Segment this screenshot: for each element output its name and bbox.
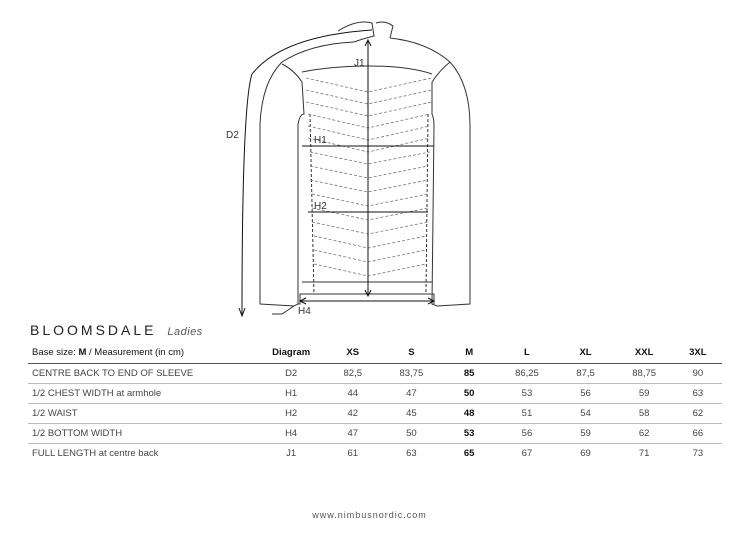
table-row xyxy=(28,384,722,404)
size-value: 58 xyxy=(638,408,650,419)
table-header-row xyxy=(28,341,722,364)
base-size-header: Base size: M / Measurement (in cm) xyxy=(32,346,185,358)
measurement-label: 1/2 WAIST xyxy=(32,408,78,419)
size-value: 50 xyxy=(463,388,475,399)
size-header: XS xyxy=(346,346,360,358)
d2-label: D2 xyxy=(226,130,239,141)
diagram-code: H2 xyxy=(285,408,298,419)
diagram-code: H1 xyxy=(285,388,298,399)
table-body xyxy=(28,364,722,464)
diagram-code: J1 xyxy=(286,448,297,459)
table-row xyxy=(28,364,722,384)
size-value: 42 xyxy=(347,408,359,419)
measurement-label: 1/2 CHEST WIDTH at armhole xyxy=(32,388,162,399)
size-value: 56 xyxy=(521,428,533,439)
size-value: 85 xyxy=(463,368,475,379)
diagram-code: D2 xyxy=(285,368,298,379)
size-value: 61 xyxy=(347,448,359,459)
j1-label: J1 xyxy=(354,58,365,69)
size-value: 62 xyxy=(638,428,650,439)
size-value: 82,5 xyxy=(343,368,363,379)
h1-label: H1 xyxy=(314,135,327,146)
d2-measure-line xyxy=(242,30,372,314)
size-value: 51 xyxy=(521,408,533,419)
table-row xyxy=(28,424,722,444)
size-value: 59 xyxy=(638,388,650,399)
measurement-label: FULL LENGTH at centre back xyxy=(32,448,159,459)
size-header: M xyxy=(465,346,474,358)
size-header: 3XL xyxy=(689,346,707,358)
size-value: 50 xyxy=(406,428,417,439)
diagram-code: H4 xyxy=(285,428,298,439)
measurement-label: 1/2 BOTTOM WIDTH xyxy=(32,428,123,439)
table-row xyxy=(28,444,722,464)
measurement-label: CENTRE BACK TO END OF SLEEVE xyxy=(32,368,194,379)
size-value: 90 xyxy=(692,368,704,379)
jacket-diagram xyxy=(222,14,522,320)
jacket-outline xyxy=(260,42,354,306)
size-value: 71 xyxy=(638,448,650,459)
size-value: 45 xyxy=(406,408,417,419)
size-value: 69 xyxy=(580,448,591,459)
diagram-header: Diagram xyxy=(272,346,311,358)
table-row xyxy=(28,404,722,424)
size-value: 47 xyxy=(406,388,417,399)
size-value: 62 xyxy=(692,408,704,419)
footer-url: www.nimbusnordic.com xyxy=(312,510,427,520)
size-value: 53 xyxy=(463,428,475,439)
size-value: 83,75 xyxy=(399,368,424,379)
product-title xyxy=(30,322,203,338)
size-value: 53 xyxy=(521,388,533,399)
product-name: BLOOMSDALE xyxy=(30,322,157,338)
size-value: 48 xyxy=(463,408,475,419)
size-value: 67 xyxy=(521,448,533,459)
size-value: 44 xyxy=(347,388,359,399)
size-value: 73 xyxy=(692,448,704,459)
size-value: 63 xyxy=(692,388,704,399)
size-value: 87,5 xyxy=(576,368,595,379)
size-value: 59 xyxy=(580,428,591,439)
size-value: 65 xyxy=(463,448,475,459)
h4-label: H4 xyxy=(298,306,311,317)
h2-label: H2 xyxy=(314,201,327,212)
size-header: XL xyxy=(579,346,592,358)
size-value: 47 xyxy=(347,428,359,439)
size-value: 66 xyxy=(692,428,704,439)
size-header: XXL xyxy=(634,346,654,358)
size-value: 56 xyxy=(580,388,591,399)
product-variant: Ladies xyxy=(167,326,203,338)
size-header: L xyxy=(524,346,530,358)
size-chart-table xyxy=(28,341,722,463)
size-header: S xyxy=(408,346,415,358)
size-value: 63 xyxy=(406,448,417,459)
size-value: 88,75 xyxy=(632,368,657,379)
size-value: 86,25 xyxy=(515,368,539,379)
size-value: 54 xyxy=(580,408,591,419)
